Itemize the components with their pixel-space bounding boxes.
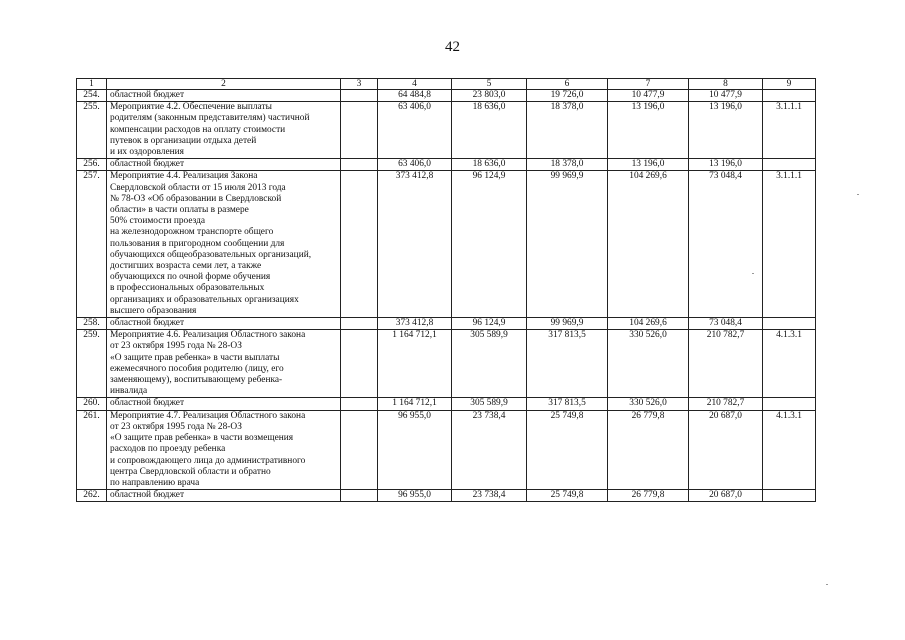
col7-value: 13 196,0: [608, 159, 689, 171]
row-description: Мероприятие 4.7. Реализация Областного закона от 23 октября 1995 года № 28-ОЗ «О защите прав ребенка» в части возмещения расходов по проезду ребенка и сопровождающего лица до административного центра Свердловской области и обратно по направлению врача: [107, 410, 341, 489]
table-row: [77, 330, 816, 398]
col5-value: 18 636,0: [452, 159, 527, 171]
target-code: [763, 90, 816, 102]
col7-value: 104 269,6: [608, 171, 689, 318]
scan-speck: [857, 194, 859, 195]
col7-value: 10 477,9: [608, 90, 689, 102]
col7-value: 104 269,6: [608, 318, 689, 330]
header-col-5: 5: [452, 79, 527, 90]
col3-cell: [341, 330, 378, 398]
row-number: 262.: [77, 490, 107, 502]
table-row: [77, 159, 816, 171]
table-row: [77, 102, 816, 159]
row-description: областной бюджет: [107, 398, 341, 410]
col8-value: 20 687,0: [689, 410, 763, 489]
row-description: Мероприятие 4.6. Реализация Областного закона от 23 октября 1995 года № 28-ОЗ «О защите прав ребенка» в части выплаты ежемесячного пособия родителю (лицу, его заменяющему), воспитывающему ребенка- инвалида: [107, 330, 341, 398]
col3-cell: [341, 171, 378, 318]
row-number: 255.: [77, 102, 107, 159]
header-col-2: 2: [107, 79, 341, 90]
header-col-4: 4: [378, 79, 452, 90]
col6-value: 18 378,0: [527, 159, 608, 171]
header-col-9: 9: [763, 79, 816, 90]
header-col-7: 7: [608, 79, 689, 90]
col7-value: 26 779,8: [608, 490, 689, 502]
table-row: [77, 398, 816, 410]
col8-value: 13 196,0: [689, 102, 763, 159]
col8-value: 73 048,4: [689, 171, 763, 318]
col5-value: 96 124,9: [452, 318, 527, 330]
target-code: [763, 398, 816, 410]
col4-value: 96 955,0: [378, 490, 452, 502]
col4-value: 1 164 712,1: [378, 398, 452, 410]
table-row: [77, 318, 816, 330]
col8-value: 10 477,9: [689, 90, 763, 102]
col3-cell: [341, 398, 378, 410]
col5-value: 305 589,9: [452, 398, 527, 410]
header-col-1: 1: [77, 79, 107, 90]
col3-cell: [341, 490, 378, 502]
target-code: 3.1.1.1: [763, 171, 816, 318]
col6-value: 99 969,9: [527, 318, 608, 330]
row-description: областной бюджет: [107, 159, 341, 171]
header-col-6: 6: [527, 79, 608, 90]
col4-value: 63 406,0: [378, 159, 452, 171]
col8-value: 73 048,4: [689, 318, 763, 330]
target-code: [763, 490, 816, 502]
col5-value: 96 124,9: [452, 171, 527, 318]
row-number: 258.: [77, 318, 107, 330]
target-code: 3.1.1.1: [763, 102, 816, 159]
header-col-8: 8: [689, 79, 763, 90]
row-description: областной бюджет: [107, 318, 341, 330]
col4-value: 373 412,8: [378, 171, 452, 318]
row-description: областной бюджет: [107, 90, 341, 102]
scan-speck: [752, 273, 754, 274]
col4-value: 96 955,0: [378, 410, 452, 489]
target-code: [763, 159, 816, 171]
col6-value: 25 749,8: [527, 490, 608, 502]
table-row: [77, 490, 816, 502]
col4-value: 1 164 712,1: [378, 330, 452, 398]
header-col-3: 3: [341, 79, 378, 90]
col8-value: 210 782,7: [689, 398, 763, 410]
header-row: [77, 79, 816, 90]
col6-value: 317 813,5: [527, 398, 608, 410]
col8-value: 13 196,0: [689, 159, 763, 171]
page-number: 42: [445, 39, 460, 55]
col8-value: 20 687,0: [689, 490, 763, 502]
col5-value: 23 738,4: [452, 490, 527, 502]
budget-table: [76, 78, 816, 502]
col3-cell: [341, 410, 378, 489]
target-code: 4.1.3.1: [763, 330, 816, 398]
scan-speck: [826, 584, 828, 585]
col3-cell: [341, 102, 378, 159]
row-number: 260.: [77, 398, 107, 410]
col5-value: 18 636,0: [452, 102, 527, 159]
row-number: 256.: [77, 159, 107, 171]
col7-value: 26 779,8: [608, 410, 689, 489]
table-row: [77, 171, 816, 318]
row-number: 257.: [77, 171, 107, 318]
row-description: Мероприятие 4.4. Реализация Закона Свердловской области от 15 июля 2013 года № 78-ОЗ «Об образовании в Свердловской области» в части оплаты в размере 50% стоимости проезда на железнодорожном транспорте общего пользования в пригородном сообщении для обучающихся общеобразовательных организаций, достигших возраста семи лет, а также обучающихся по очной форме обучения в профессиональных образовательных организациях и образовательных организациях высшего образования: [107, 171, 341, 318]
row-description: Мероприятие 4.2. Обеспечение выплаты родителям (законным представителям) частичной компенсации расходов на оплату стоимости путевок в организации отдыха детей и их оздоровления: [107, 102, 341, 159]
row-description: областной бюджет: [107, 490, 341, 502]
row-number: 261.: [77, 410, 107, 489]
col6-value: 18 378,0: [527, 102, 608, 159]
col6-value: 99 969,9: [527, 171, 608, 318]
col7-value: 330 526,0: [608, 330, 689, 398]
table-row: [77, 410, 816, 489]
col4-value: 63 406,0: [378, 102, 452, 159]
col5-value: 305 589,9: [452, 330, 527, 398]
target-code: 4.1.3.1: [763, 410, 816, 489]
col3-cell: [341, 318, 378, 330]
col7-value: 330 526,0: [608, 398, 689, 410]
target-code: [763, 318, 816, 330]
col6-value: 19 726,0: [527, 90, 608, 102]
col5-value: 23 738,4: [452, 410, 527, 489]
col5-value: 23 803,0: [452, 90, 527, 102]
col4-value: 64 484,8: [378, 90, 452, 102]
row-number: 259.: [77, 330, 107, 398]
col6-value: 317 813,5: [527, 330, 608, 398]
table-row: [77, 90, 816, 102]
col8-value: 210 782,7: [689, 330, 763, 398]
col7-value: 13 196,0: [608, 102, 689, 159]
col3-cell: [341, 159, 378, 171]
col3-cell: [341, 90, 378, 102]
col6-value: 25 749,8: [527, 410, 608, 489]
col4-value: 373 412,8: [378, 318, 452, 330]
row-number: 254.: [77, 90, 107, 102]
